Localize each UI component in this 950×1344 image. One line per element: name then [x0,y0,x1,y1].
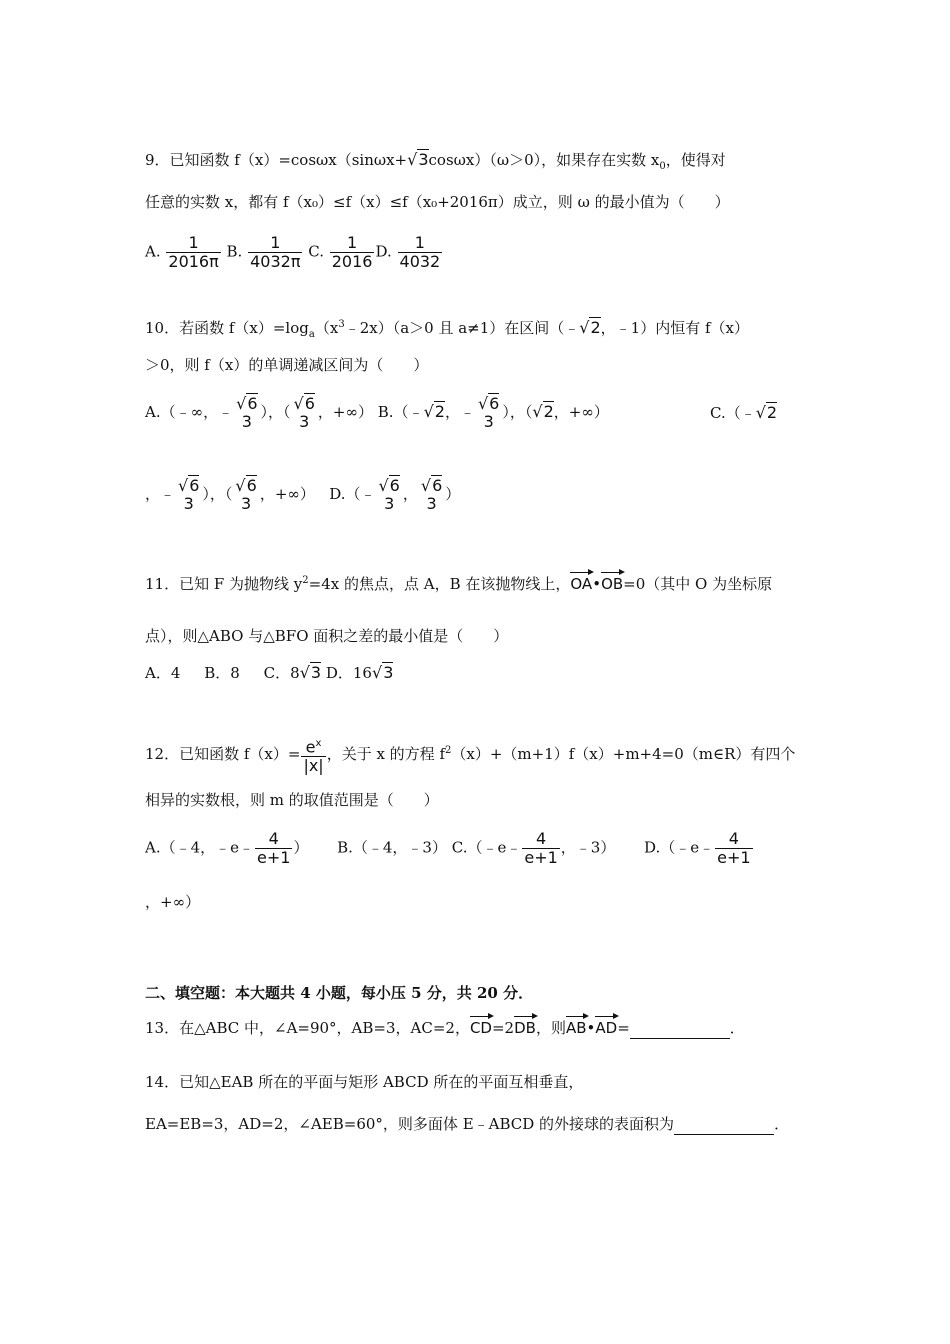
q9-options: A. $\frac{1}{2016\pi}$ B. $\frac{1}{4032\pi}$ C. $\frac{1}{2016}$ D. $\frac{1}{4032}$ [145,233,441,271]
q13-line: 13．在△ABC 中，∠A=90°，AB=3，AC=2，CD=2DB，则AB•AD= ． [145,1014,745,1039]
fraction-4-over-e-plus-1: $\frac{4}{e+1}$ [524,829,558,867]
fraction-sqrt6-over-3: √6 3 [236,394,258,431]
fraction-sqrt6-over-3: √6 3 [378,476,400,513]
q9-option-d-fraction: $\frac{1}{4032}$ [399,233,441,271]
q11-options: A．4 B．8 C．8√3 D．16√3 [145,663,394,682]
q11-line1: 11．已知 F 为抛物线 $y^2=4x$ 的焦点，点 A，B 在该抛物线上，OA•OB=0（其中 O 为坐标原 [145,570,772,594]
fraction-sqrt6-over-3: √6 3 [477,394,500,431]
sqrt-2: √2 [579,318,601,337]
q10-line1: 10．若函数 $f(x)=\log_a(x^3﹣2x)(a>0$ 且 a≠1）在区间（﹣√2，﹣1）内恒有 f（x） [145,318,749,340]
sqrt-3: √3 [407,150,429,169]
q9-option-b-fraction: $\frac{1}{4032\pi}$ [250,233,301,271]
fraction-sqrt6-over-3: √6 3 [178,476,200,513]
answer-blank[interactable] [674,1114,774,1135]
q9-option-a-fraction: $\frac{1}{2016\pi}$ [168,233,219,271]
q14-line2: EA=EB=3，AD=2，∠AEB=60°，则多面体 E﹣ABCD 的外接球的表面积为 ． [145,1115,790,1133]
q10-options-row1: A.（﹣∞，﹣ √6 3 ），（ √6 3 ，+∞） B.（﹣√2，﹣ √6 3 ），（√2，+∞） [145,394,609,431]
fraction-sqrt6-over-3: √6 3 [235,476,257,513]
fraction-4-over-e-plus-1: $\frac{4}{e+1}$ [257,829,291,867]
q10-line2: ＞0，则 f（x）的单调递减区间为（ ） [145,356,429,374]
q10-option-c-start: C.（﹣√2 [710,403,778,422]
q12-line2: 相异的实数根，则 m 的取值范围是（ ） [145,791,439,809]
q9-option-c-fraction: $\frac{1}{2016}$ [331,233,373,271]
vector-oa: OA [570,570,592,594]
q10-options-row2: ，﹣ √6 3 ），（ √6 3 ，+∞） D.（﹣ √6 3 ， √6 3 ） [145,476,461,513]
q14-line1: 14．已知△EAB 所在的平面与矩形 ABCD 所在的平面互相垂直， [145,1073,584,1091]
q9-line1: 9．已知函数 f（x）=cosωx（sinωx+√3cosωx）（ω＞0），如果存在实数 $x_0$，使得对 [145,150,726,172]
vector-ad: AD [595,1014,617,1038]
vector-cd: CD [470,1014,492,1038]
q12-line1: 12．已知函数 f（x）= $\frac{e^x}{|x|}$ ，关于 x 的方程 $f^2(x)+(m+1)f(x)+m+4=0(m\in R)$有四个 [145,735,795,775]
fraction-sqrt6-over-3: √6 3 [293,394,315,431]
q9-line2: 任意的实数 x，都有 f（x₀）≤f（x）≤f（x₀+2016π）成立，则 ω 的最小值为（ ） [145,193,730,211]
fraction-ex-over-absx: $\frac{e^x}{|x|}$ [303,737,324,776]
q12-options: A.（﹣4，﹣e﹣ $\frac{4}{e+1}$ ） B.（﹣4，﹣3） C.（﹣e﹣ $\frac{4}{e+1}$ ，﹣3） D.（﹣e﹣ $\frac{4}{e+1}$ [145,829,751,867]
vector-ob: OB [601,570,623,594]
vector-ab: AB [566,1014,587,1038]
q11-line2: 点），则△ABO 与△BFO 面积之差的最小值是（ ） [145,627,509,645]
answer-blank[interactable] [630,1018,730,1039]
vector-db: DB [514,1014,536,1038]
section-heading: 二、填空题：本大题共 4 小题，每小压 5 分，共 20 分． [145,984,534,1002]
fraction-sqrt6-over-3: √6 3 [420,476,443,513]
fraction-4-over-e-plus-1: $\frac{4}{e+1}$ [717,829,751,867]
q12-line3: ，+∞） [145,893,201,911]
